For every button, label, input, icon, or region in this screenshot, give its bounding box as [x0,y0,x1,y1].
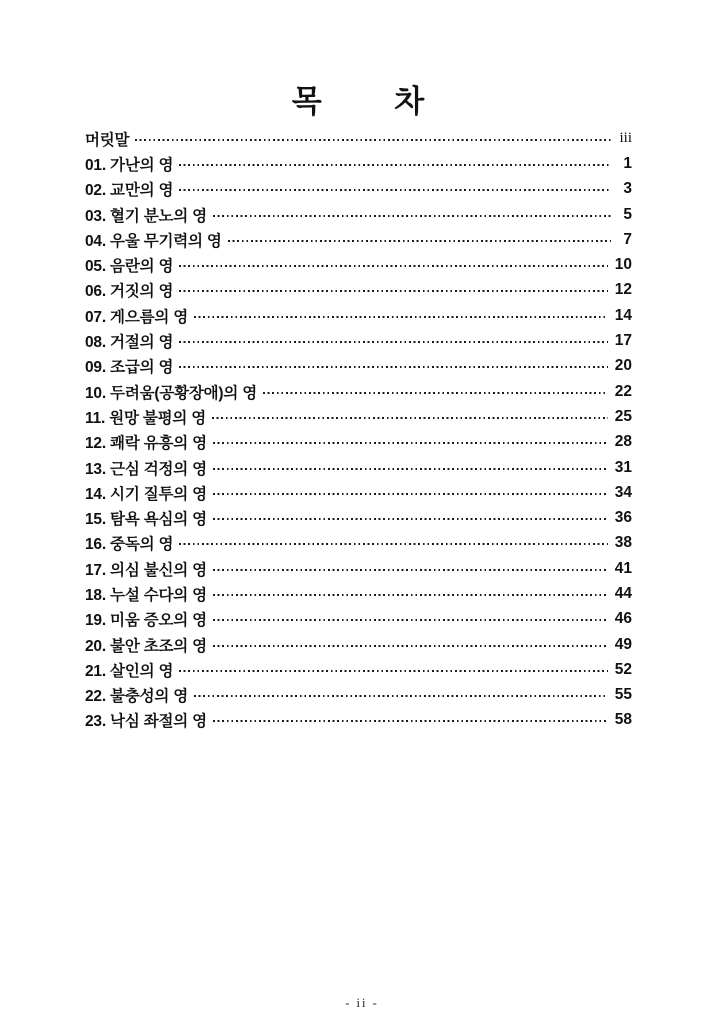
toc-row [85,278,632,303]
toc-page-number: 17 [614,332,632,350]
toc-page-number: 31 [614,458,632,476]
toc-row [85,328,632,353]
toc-row [85,151,632,176]
toc-list [85,126,632,733]
toc-row [85,227,632,252]
dot-leader [263,392,608,394]
toc-page-number: 14 [614,306,632,324]
dot-leader [194,316,608,318]
toc-page-number: 3 [623,180,632,198]
toc-row [85,632,632,657]
toc-row [85,683,632,708]
toc-row [85,480,632,505]
toc-entry-label: 11. 원망 불평의 영 [85,409,207,427]
toc-row [85,126,632,151]
toc-page-number: 52 [614,660,632,678]
dot-leader [179,189,611,191]
toc-page-number: 1 [623,154,632,172]
dot-leader [212,417,608,419]
toc-page-number: 58 [614,711,632,729]
toc-row [85,404,632,429]
toc-page-number: 46 [614,610,632,628]
toc-entry-label: 16. 중독의 영 [85,536,174,554]
dot-leader [135,139,611,141]
toc-entry-label: 20. 불안 초조의 영 [85,637,207,655]
dot-leader [213,569,608,571]
toc-entry-label: 머릿말 [85,131,130,149]
toc-row [85,657,632,682]
dot-leader [213,594,608,596]
dot-leader [179,670,607,672]
toc-entry-label: 05. 음란의 영 [85,258,174,276]
dot-leader [194,695,608,697]
toc-entry-label: 23. 낙심 좌절의 영 [85,713,207,731]
toc-page-number: 36 [614,509,632,527]
toc-entry-label: 08. 거절의 영 [85,334,174,352]
toc-row [85,607,632,632]
toc-entry-label: 04. 우울 무기력의 영 [85,232,222,250]
toc-page-number: 12 [614,281,632,299]
toc-entry-label: 21. 살인의 영 [85,662,174,680]
toc-row [85,708,632,733]
toc-page-number: 7 [623,230,632,248]
dot-leader [213,468,608,470]
toc-entry-label: 14. 시기 질투의 영 [85,485,207,503]
toc-entry-label: 17. 의심 불신의 영 [85,561,207,579]
dot-leader [179,366,607,368]
toc-page-number: 34 [614,483,632,501]
dot-leader [228,240,611,242]
dot-leader [213,720,608,722]
dot-leader [213,215,611,217]
toc-page-number: 55 [614,686,632,704]
toc-entry-label: 22. 불충성의 영 [85,688,189,706]
dot-leader [179,543,607,545]
dot-leader [213,619,608,621]
dot-leader [213,518,608,520]
toc-entry-label: 07. 게으름의 영 [85,308,189,326]
dot-leader [179,265,607,267]
page-title: 목 차 [291,84,426,119]
dot-leader [179,341,607,343]
toc-page-number: 20 [614,357,632,375]
toc-page-number: 5 [623,205,632,223]
toc-page-number: 41 [614,559,632,577]
toc-page-number: 38 [614,534,632,552]
toc-row [85,581,632,606]
toc-page-number: iii [619,130,632,147]
toc-entry-label: 01. 가난의 영 [85,156,174,174]
dot-leader [213,645,608,647]
toc-row [85,303,632,328]
toc-row [85,505,632,530]
toc-entry-label: 19. 미움 증오의 영 [85,612,207,630]
toc-row [85,556,632,581]
dot-leader [179,164,611,166]
toc-row [85,430,632,455]
dot-leader [213,493,608,495]
dot-leader [179,290,607,292]
toc-page-number: 28 [614,433,632,451]
toc-entry-label: 18. 누설 수다의 영 [85,586,207,604]
page-footer: - ii - [345,996,379,1010]
toc-row [85,177,632,202]
toc-entry-label: 12. 쾌락 유흥의 영 [85,435,207,453]
toc-page-number: 25 [614,407,632,425]
toc-entry-label: 02. 교만의 영 [85,182,174,200]
toc-row [85,379,632,404]
dot-leader [213,442,608,444]
toc-entry-label: 10. 두려움(공황장애)의 영 [85,384,258,402]
toc-entry-label: 15. 탐욕 욕심의 영 [85,511,207,529]
toc-row [85,252,632,277]
toc-row [85,354,632,379]
toc-page-number: 49 [614,635,632,653]
toc-entry-label: 09. 조급의 영 [85,359,174,377]
toc-row [85,531,632,556]
toc-page-number: 10 [614,256,632,274]
toc-entry-label: 06. 거짓의 영 [85,283,174,301]
toc-row [85,202,632,227]
toc-page-number: 44 [614,584,632,602]
toc-entry-label: 13. 근심 걱정의 영 [85,460,207,478]
toc-entry-label: 03. 혈기 분노의 영 [85,207,207,225]
toc-page-number: 22 [614,382,632,400]
toc-row [85,455,632,480]
